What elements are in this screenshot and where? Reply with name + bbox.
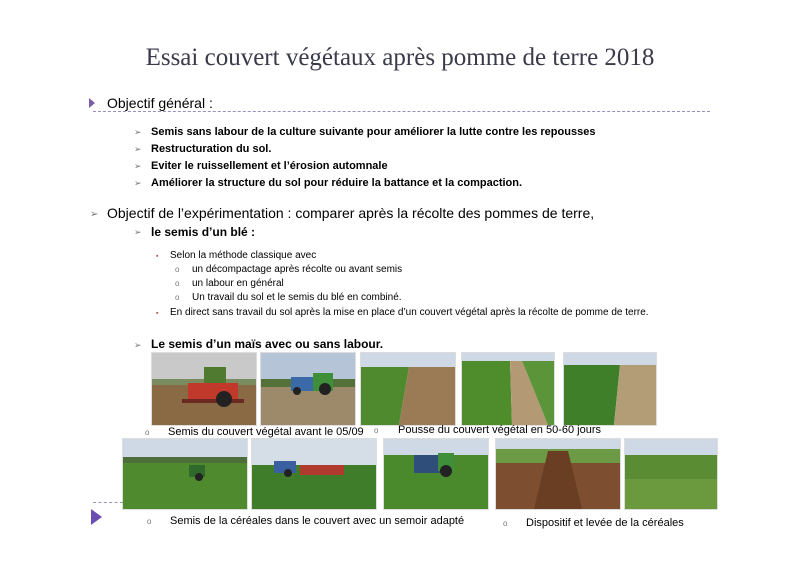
arrow-bullet-icon: ➢ [134, 340, 142, 350]
square-bullet-icon: ▪ [156, 253, 159, 260]
circle-bullet-icon: o [503, 519, 508, 528]
circle-bullet-icon: o [175, 279, 180, 288]
caption-semis-couvert: Semis du couvert végétal avant le 05/09 [168, 426, 364, 438]
semis-ble-heading: le semis d’un blé : [151, 225, 256, 239]
methode-classique: Selon la méthode classique avec [170, 250, 317, 261]
square-bullet-icon: ▪ [156, 310, 159, 317]
photo-pousse-couvert-1 [360, 352, 456, 426]
slide-triangle-icon [91, 509, 102, 525]
arrow-bullet-icon: ➢ [90, 209, 99, 220]
methode-item-3: Un travail du sol et le semis du blé en combiné. [192, 292, 402, 303]
photo-pousse-couvert-3 [563, 352, 657, 426]
objectif-item-4: Améliorer la structure du sol pour réduire la battance et la compaction. [151, 177, 523, 189]
objectif-item-1: Semis sans labour de la culture suivante pour améliorer la lutte contre les repousses [151, 126, 596, 138]
page-title: Essai couvert végétaux après pomme de terre 2018 [145, 44, 655, 71]
divider-top [93, 111, 710, 112]
arrow-bullet-icon: ➢ [134, 144, 142, 154]
objectif-item-3: Eviter le ruissellement et l’érosion automnale [151, 160, 388, 172]
divider-bottom [93, 502, 123, 503]
caption-pousse-couvert: Pousse du couvert végétal en 50-60 jours [398, 424, 602, 436]
methode-item-2: un labour en général [192, 278, 284, 289]
photo-dispositif-1 [495, 438, 621, 510]
semis-direct: En direct sans travail du sol après la mise en place d’un couvert végétal après la récolte de pomme de terre. [170, 307, 649, 318]
photo-semis-cereale-3 [383, 438, 489, 510]
circle-bullet-icon: o [374, 426, 379, 435]
caption-semis-cereale: Semis de la céréales dans le couvert avec un semoir adapté [170, 515, 465, 527]
objectif-experimentation-heading: Objectif de l’expérimentation : comparer après la récolte des pommes de terre, [107, 205, 595, 221]
circle-bullet-icon: o [175, 265, 180, 274]
photo-pousse-couvert-2 [461, 352, 555, 426]
bullet-triangle-icon [89, 98, 95, 108]
photo-semis-couvert-2 [260, 352, 356, 426]
methode-item-1: un décompactage après récolte ou avant semis [192, 264, 403, 275]
caption-dispositif: Dispositif et levée de la céréales [526, 517, 684, 529]
photo-dispositif-2 [624, 438, 718, 510]
arrow-bullet-icon: ➢ [134, 227, 142, 237]
objectif-item-2: Restructuration du sol. [151, 143, 272, 155]
circle-bullet-icon: o [145, 428, 150, 437]
photo-semis-cereale-1 [122, 438, 248, 510]
arrow-bullet-icon: ➢ [134, 178, 142, 188]
objectif-general-heading: Objectif général : [107, 95, 213, 111]
arrow-bullet-icon: ➢ [134, 161, 142, 171]
semis-mais: Le semis d’un maïs avec ou sans labour. [151, 337, 384, 351]
photo-semis-couvert-1 [151, 352, 257, 426]
circle-bullet-icon: o [175, 293, 180, 302]
arrow-bullet-icon: ➢ [134, 127, 142, 137]
circle-bullet-icon: o [147, 517, 152, 526]
photo-semis-cereale-2 [251, 438, 377, 510]
